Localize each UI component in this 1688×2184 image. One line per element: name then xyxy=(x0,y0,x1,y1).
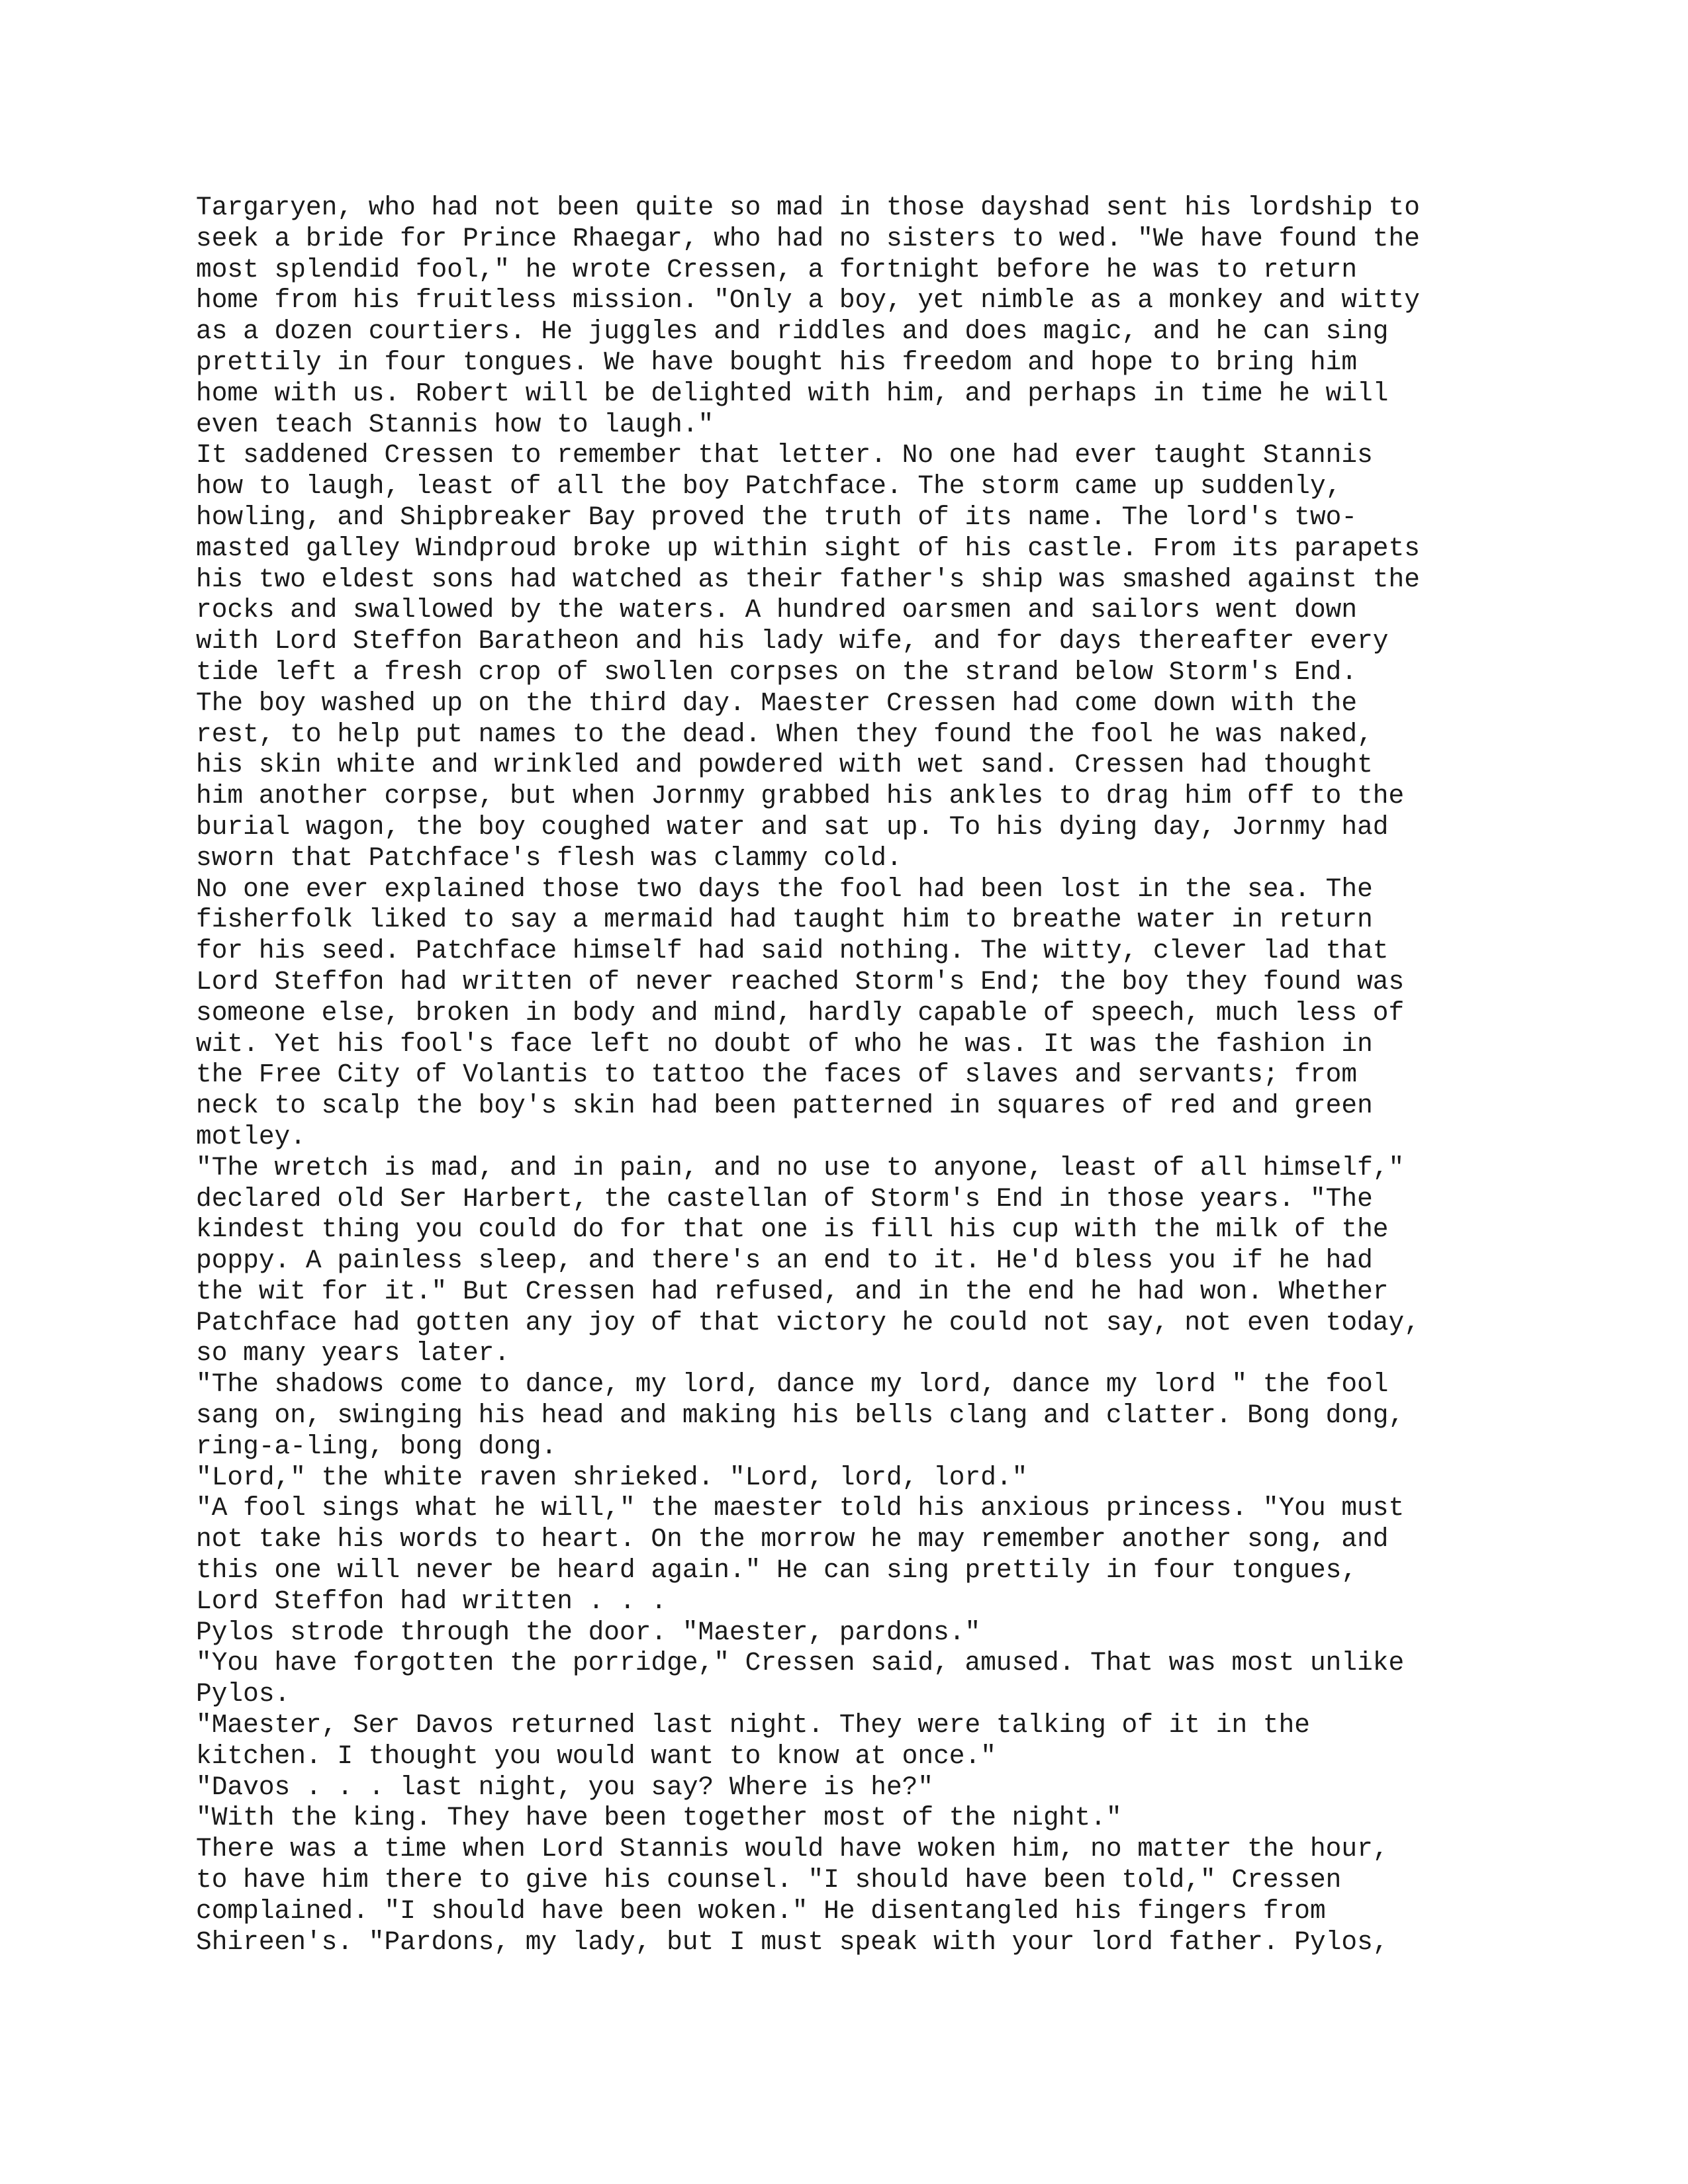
text-line: for his seed. Patchface himself had said nothing. The witty, clever lad that xyxy=(196,936,1389,966)
text-line: his two eldest sons had watched as their father's ship was smashed against the xyxy=(196,564,1420,594)
text-line: home with us. Robert will be delighted with him, and perhaps in time he will xyxy=(196,378,1389,408)
text-line: poppy. A painless sleep, and there's an end to it. He'd bless you if he had xyxy=(196,1246,1373,1276)
text-line: how to laugh, least of all the boy Patchface. The storm came up suddenly, xyxy=(196,471,1342,502)
text-line: wit. Yet his fool's face left no doubt of who he was. It was the fashion in xyxy=(196,1028,1373,1059)
text-line: burial wagon, the boy coughed water and sat up. To his dying day, Jornmy had xyxy=(196,811,1389,842)
text-line: "Lord," the white raven shrieked. "Lord, lord, lord." xyxy=(196,1462,1028,1492)
text-line: rocks and swallowed by the waters. A hundred oarsmen and sailors went down xyxy=(196,595,1358,625)
text-line: "With the king. They have been together most of the night." xyxy=(196,1803,1122,1833)
text-line: declared old Ser Harbert, the castellan of Storm's End in those years. "The xyxy=(196,1183,1373,1214)
text-line: the wit for it." But Cressen had refused, and in the end he had won. Whether xyxy=(196,1276,1389,1306)
text-line: It saddened Cressen to remember that letter. No one had ever taught Stannis xyxy=(196,440,1373,471)
text-line: neck to scalp the boy's skin had been patterned in squares of red and green xyxy=(196,1091,1373,1121)
text-line: "The shadows come to dance, my lord, dance my lord, dance my lord " the fool xyxy=(196,1369,1389,1400)
text-line: ring-a-ling, bong dong. xyxy=(196,1431,557,1461)
text-line: to have him there to give his counsel. "I should have been told," Cressen xyxy=(196,1865,1342,1895)
text-line: fisherfolk liked to say a mermaid had taught him to breathe water in return xyxy=(196,905,1373,935)
body-text xyxy=(196,193,1520,1958)
text-line: this one will never be heard again." He can sing prettily in four tongues, xyxy=(196,1555,1358,1586)
text-line: the Free City of Volantis to tattoo the faces of slaves and servants; from xyxy=(196,1060,1358,1090)
text-line: with Lord Steffon Baratheon and his lady wife, and for days thereafter every xyxy=(196,626,1389,657)
text-line: his skin white and wrinkled and powdered with wet sand. Cressen had thought xyxy=(196,750,1373,780)
text-line: No one ever explained those two days the fool had been lost in the sea. The xyxy=(196,874,1373,904)
text-line: There was a time when Lord Stannis would have woken him, no matter the hour, xyxy=(196,1834,1389,1864)
text-line: howling, and Shipbreaker Bay proved the truth of its name. The lord's two- xyxy=(196,502,1358,532)
text-line: "Maester, Ser Davos returned last night. They were talking of it in the xyxy=(196,1710,1310,1741)
text-line: sang on, swinging his head and making his bells clang and clatter. Bong dong, xyxy=(196,1400,1405,1431)
text-line: rest, to help put names to the dead. When they found the fool he was naked, xyxy=(196,719,1373,749)
text-line: Lord Steffon had written . . . xyxy=(196,1586,667,1616)
text-line: motley. xyxy=(196,1121,306,1152)
text-line: him another corpse, but when Jornmy grabbed his ankles to drag him off to the xyxy=(196,781,1405,811)
text-line: someone else, broken in body and mind, hardly capable of speech, much less of xyxy=(196,997,1405,1028)
text-line: most splendid fool," he wrote Cressen, a fortnight before he was to return xyxy=(196,254,1358,285)
text-line: prettily in four tongues. We have bought his freedom and hope to bring him xyxy=(196,347,1358,377)
text-line: kindest thing you could do for that one is fill his cup with the milk of the xyxy=(196,1214,1389,1245)
text-line: seek a bride for Prince Rhaegar, who had no sisters to wed. "We have found the xyxy=(196,223,1420,253)
text-line: as a dozen courtiers. He juggles and riddles and does magic, and he can sing xyxy=(196,316,1389,347)
text-line: Targaryen, who had not been quite so mad in those dayshad sent his lordship to xyxy=(196,193,1420,222)
text-line: Lord Steffon had written of never reached Storm's End; the boy they found was xyxy=(196,966,1405,997)
text-line: "Davos . . . last night, you say? Where is he?" xyxy=(196,1772,934,1802)
text-line: not take his words to heart. On the morrow he may remember another song, and xyxy=(196,1524,1389,1555)
text-line: masted galley Windproud broke up within sight of his castle. From its parapets xyxy=(196,533,1420,563)
text-line: Shireen's. "Pardons, my lady, but I must speak with your lord father. Pylos, xyxy=(196,1927,1389,1957)
text-line: home from his fruitless mission. "Only a boy, yet nimble as a monkey and witty xyxy=(196,285,1420,316)
text-line: Patchface had gotten any joy of that victory he could not say, not even today, xyxy=(196,1307,1420,1338)
text-line: complained. "I should have been woken." He disentangled his fingers from xyxy=(196,1895,1326,1926)
text-line: Pylos strode through the door. "Maester, pardons." xyxy=(196,1617,981,1647)
text-line: tide left a fresh crop of swollen corpses on the strand below Storm's End. xyxy=(196,657,1358,687)
text-line: kitchen. I thought you would want to know at once." xyxy=(196,1741,996,1771)
text-line: even teach Stannis how to laugh." xyxy=(196,409,714,439)
text-line: "The wretch is mad, and in pain, and no use to anyone, least of all himself," xyxy=(196,1152,1405,1183)
text-line: "You have forgotten the porridge," Cressen said, amused. That was most unlike xyxy=(196,1648,1405,1678)
text-line: so many years later. xyxy=(196,1338,510,1369)
text-line: The boy washed up on the third day. Maester Cressen had come down with the xyxy=(196,688,1358,718)
text-line: "A fool sings what he will," the maester told his anxious princess. "You must xyxy=(196,1493,1405,1524)
text-line: sworn that Patchface's flesh was clammy cold. xyxy=(196,842,902,873)
text-line: Pylos. xyxy=(196,1679,291,1709)
